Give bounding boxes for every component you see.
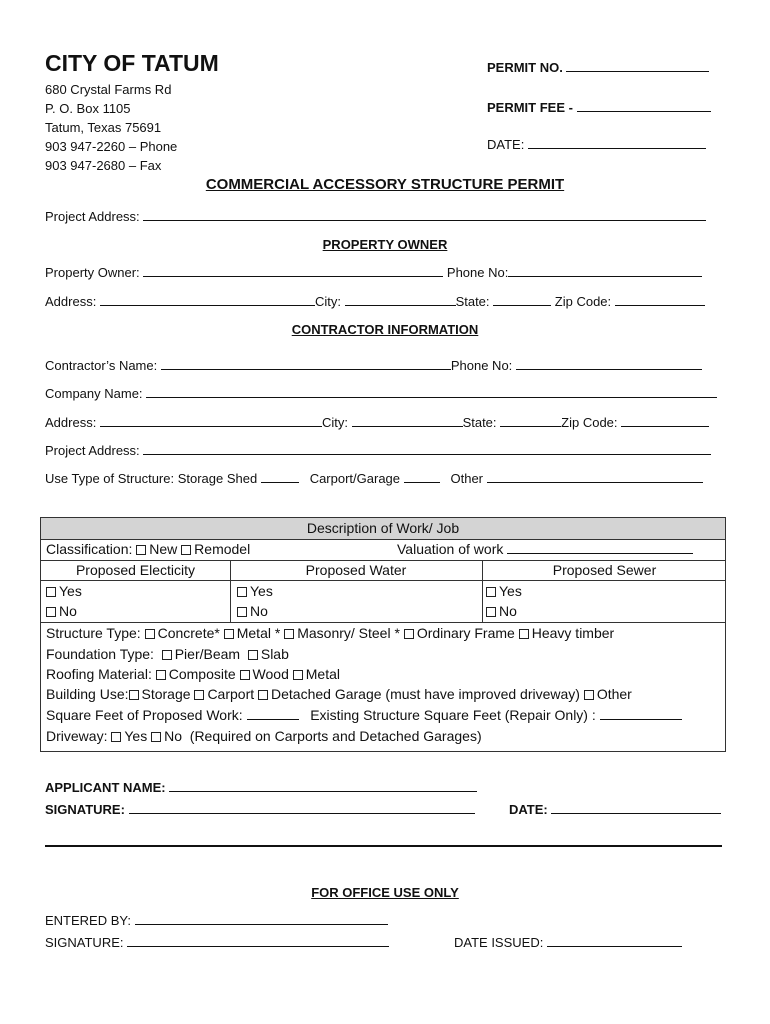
sqft-label: Square Feet of Proposed Work: [46, 707, 243, 723]
valuation-field[interactable] [507, 542, 693, 554]
carport-label: Carport [207, 686, 255, 702]
permit-fee-field[interactable] [577, 100, 711, 112]
applicant-signature-row [45, 802, 475, 817]
address-line: P. O. Box 1105 [45, 101, 131, 116]
contractor-zip-field[interactable] [621, 415, 709, 427]
storage-label: Storage [141, 686, 191, 702]
office-use-heading: FOR OFFICE USE ONLY [311, 885, 459, 900]
roofing-label: Roofing Material: [46, 666, 152, 682]
permit-date-field[interactable] [528, 137, 706, 149]
permit-fee-row [487, 100, 711, 115]
owner-address-label: Address: [45, 294, 97, 309]
sewer-yes-checkbox[interactable] [486, 587, 496, 597]
col-water-header: Proposed Water [305, 562, 407, 578]
contractor-address-field[interactable] [100, 415, 322, 427]
other-use-checkbox[interactable] [584, 690, 594, 700]
pier-beam-checkbox[interactable] [162, 650, 172, 660]
owner-zip-field[interactable] [615, 294, 705, 306]
water-yes-checkbox[interactable] [237, 587, 247, 597]
classification-label: Classification: [46, 541, 133, 557]
wood-label: Wood [252, 666, 289, 682]
date-issued-label: DATE ISSUED: [454, 935, 544, 950]
office-signature-label: SIGNATURE: [45, 935, 124, 950]
pier-beam-label: Pier/Beam [174, 646, 241, 662]
project-address-label: Project Address: [45, 209, 140, 224]
roofing-row [46, 666, 340, 682]
remodel-checkbox[interactable] [181, 545, 191, 555]
no-label: No [59, 603, 77, 619]
building-use-label: Building Use: [46, 686, 129, 702]
owner-row [45, 265, 702, 280]
driveway-yes-label: Yes [124, 728, 148, 744]
contractor-zip-label: Zip Code: [561, 415, 618, 430]
phone-line: 903 947-2260 – Phone [45, 139, 178, 154]
permit-date-row [487, 137, 706, 152]
owner-city-field[interactable] [345, 294, 456, 306]
entered-by-label: ENTERED BY: [45, 913, 131, 928]
use-type-row [45, 471, 703, 486]
contractor-state-field[interactable] [500, 415, 561, 427]
work-table-header: Description of Work/ Job [41, 518, 725, 540]
permit-no-label: PERMIT NO. [487, 60, 563, 75]
yes-label: Yes [59, 583, 82, 599]
owner-address-field[interactable] [100, 294, 315, 306]
owner-phone-field[interactable] [508, 265, 702, 277]
carport-garage-label: Carport/Garage [309, 471, 401, 486]
contractor-project-address-row [45, 443, 711, 458]
owner-label: Property Owner: [45, 265, 140, 280]
col-sewer-header: Proposed Sewer [552, 562, 657, 578]
electric-yes-checkbox[interactable] [46, 587, 56, 597]
applicant-date-row [509, 802, 721, 817]
applicant-date-label: DATE: [509, 802, 548, 817]
company-name-row [45, 386, 717, 401]
water-no [237, 603, 268, 619]
entered-by-row [45, 913, 388, 928]
city-name: CITY OF TATUM [45, 50, 219, 76]
heavy-timber-label: Heavy timber [531, 625, 615, 641]
sewer-yes [486, 583, 522, 599]
detached-garage-checkbox[interactable] [258, 690, 268, 700]
applicant-name-label: APPLICANT NAME: [45, 780, 166, 795]
valuation-row [397, 541, 693, 557]
contractor-project-address-label: Project Address: [45, 443, 140, 458]
owner-state-label: State: [455, 294, 490, 309]
masonry-checkbox[interactable] [284, 629, 294, 639]
concrete-label: Concrete* [157, 625, 220, 641]
composite-label: Composite [168, 666, 236, 682]
applicant-signature-label: SIGNATURE: [45, 802, 125, 817]
remodel-label: Remodel [194, 541, 251, 557]
col-electric-header: Proposed Electicity [75, 562, 196, 578]
contractor-address-label: Address: [45, 415, 97, 430]
wood-checkbox[interactable] [240, 670, 250, 680]
water-no-checkbox[interactable] [237, 607, 247, 617]
sewer-no-checkbox[interactable] [486, 607, 496, 617]
contractor-state-label: State: [462, 415, 497, 430]
electric-yes [46, 583, 82, 599]
address-line: 680 Crystal Farms Rd [45, 82, 172, 97]
metal-structure-label: Metal * [236, 625, 281, 641]
foundation-label: Foundation Type: [46, 646, 154, 662]
storage-checkbox[interactable] [129, 690, 139, 700]
slab-label: Slab [260, 646, 289, 662]
other-use-label: Other [596, 686, 632, 702]
electric-no [46, 603, 77, 619]
contractor-name-label: Contractor’s Name: [45, 358, 158, 373]
permit-date-label: DATE: [487, 137, 525, 152]
yes-label: Yes [499, 583, 522, 599]
owner-address-row [45, 294, 705, 309]
separator-rule [45, 845, 722, 847]
square-feet-row [46, 707, 682, 723]
driveway-label: Driveway: [46, 728, 108, 744]
applicant-date-field[interactable] [551, 802, 721, 814]
yes-label: Yes [250, 583, 273, 599]
concrete-checkbox[interactable] [145, 629, 155, 639]
owner-phone-label: Phone No: [446, 265, 509, 280]
contractor-name-row [45, 358, 702, 373]
detached-garage-label: Detached Garage (must have improved driveway) [271, 686, 580, 702]
slab-checkbox[interactable] [248, 650, 258, 660]
driveway-no-label: No [164, 728, 182, 744]
masonry-label: Masonry/ Steel * [297, 625, 400, 641]
form-title: COMMERCIAL ACCESSORY STRUCTURE PERMIT [205, 176, 565, 193]
new-label: New [149, 541, 178, 557]
project-address-row [45, 209, 706, 224]
electric-no-checkbox[interactable] [46, 607, 56, 617]
fax-line: 903 947-2680 – Fax [45, 158, 162, 173]
applicant-signature-field[interactable] [129, 802, 475, 814]
new-checkbox[interactable] [136, 545, 146, 555]
no-label: No [250, 603, 268, 619]
sqft-field[interactable] [247, 708, 299, 720]
driveway-row [46, 728, 482, 744]
existing-sqft-label: Existing Structure Square Feet (Repair Only) : [310, 707, 596, 723]
owner-field[interactable] [143, 265, 443, 277]
contractor-name-field[interactable] [161, 358, 451, 370]
office-signature-row [45, 935, 389, 950]
contractor-phone-field[interactable] [516, 358, 702, 370]
structure-type-row [46, 625, 614, 641]
foundation-row [46, 646, 289, 662]
city-address-block [45, 80, 177, 175]
existing-sqft-field[interactable] [600, 708, 682, 720]
date-issued-row [454, 935, 682, 950]
contractor-project-address-field[interactable] [143, 443, 711, 455]
use-type-label: Use Type of Structure: Storage Shed [45, 471, 258, 486]
carport-checkbox[interactable] [194, 690, 204, 700]
driveway-no-checkbox[interactable] [151, 732, 161, 742]
entered-by-field[interactable] [135, 913, 388, 925]
sewer-no [486, 603, 517, 619]
metal-structure-checkbox[interactable] [224, 629, 234, 639]
ordinary-frame-label: Ordinary Frame [416, 625, 515, 641]
contractor-city-label: City: [321, 415, 348, 430]
storage-shed-field[interactable] [261, 471, 299, 483]
contractor-phone-label: Phone No: [450, 358, 513, 373]
address-line: Tatum, Texas 75691 [45, 120, 162, 135]
driveway-note: (Required on Carports and Detached Garages) [189, 728, 482, 744]
metal-roof-checkbox[interactable] [293, 670, 303, 680]
permit-no-row [487, 60, 709, 75]
contractor-city-field[interactable] [352, 415, 463, 427]
water-yes [237, 583, 273, 599]
valuation-label: Valuation of work [397, 541, 504, 557]
applicant-name-field[interactable] [169, 780, 477, 792]
other-field[interactable] [487, 471, 703, 483]
no-label: No [499, 603, 517, 619]
ordinary-frame-checkbox[interactable] [404, 629, 414, 639]
date-issued-field[interactable] [547, 935, 682, 947]
contractor-heading: CONTRACTOR INFORMATION [291, 322, 479, 337]
permit-fee-label: PERMIT FEE - [487, 100, 573, 115]
property-owner-heading: PROPERTY OWNER [322, 237, 448, 252]
office-signature-field[interactable] [127, 935, 389, 947]
contractor-address-row [45, 415, 709, 430]
composite-checkbox[interactable] [156, 670, 166, 680]
building-use-row [46, 686, 632, 702]
project-address-field[interactable] [143, 209, 706, 221]
permit-no-field[interactable] [566, 60, 709, 72]
driveway-yes-checkbox[interactable] [111, 732, 121, 742]
classification-row [46, 541, 250, 557]
owner-state-field[interactable] [493, 294, 551, 306]
metal-roof-label: Metal [305, 666, 340, 682]
other-label: Other [450, 471, 483, 486]
company-name-field[interactable] [146, 386, 717, 398]
owner-zip-label: Zip Code: [554, 294, 612, 309]
carport-garage-field[interactable] [404, 471, 440, 483]
company-name-label: Company Name: [45, 386, 143, 401]
owner-city-label: City: [314, 294, 341, 309]
applicant-name-row [45, 780, 477, 795]
description-of-work-table [40, 517, 726, 752]
heavy-timber-checkbox[interactable] [519, 629, 529, 639]
structure-type-label: Structure Type: [46, 625, 141, 641]
